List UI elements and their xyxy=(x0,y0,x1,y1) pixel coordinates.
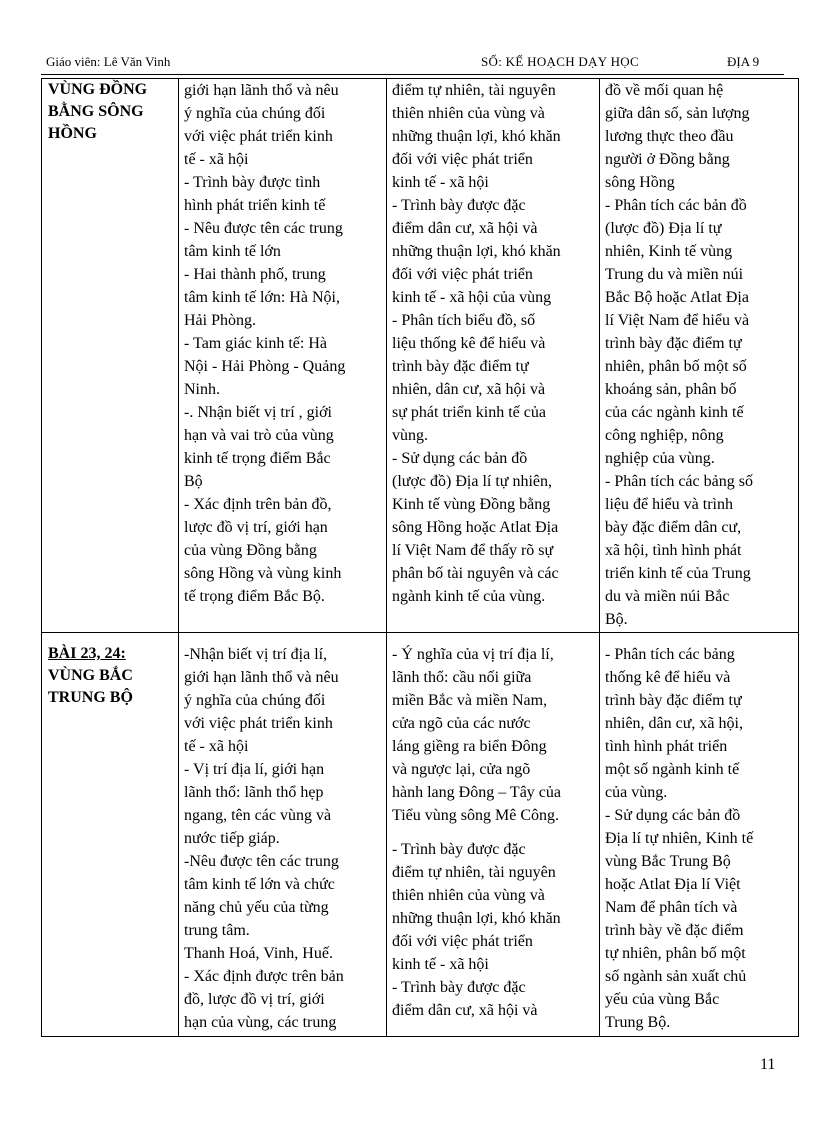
text-line: Hải Phòng. xyxy=(184,312,256,329)
text-line: triển kinh tế của Trung xyxy=(605,565,751,582)
text-line: - Ý nghĩa của vị trí địa lí, xyxy=(392,646,554,663)
text-line: ngang, tên các vùng và xyxy=(184,807,332,824)
text-line: tâm kinh tế lớn và chức xyxy=(184,876,335,893)
skills-block xyxy=(392,643,595,827)
text-line: đối với việc phát triển xyxy=(392,266,533,283)
text-line: nhiên, Kinh tế vùng xyxy=(605,243,733,260)
text-line: lãnh thổ: cầu nối giữa xyxy=(392,669,532,686)
text-line: lương thực theo đầu xyxy=(605,128,734,145)
text-line: với việc phát triển kinh xyxy=(184,715,333,732)
text-line: sông Hồng và vùng kinh xyxy=(184,565,342,582)
text-line: Bộ. xyxy=(605,611,628,628)
text-line: - Nêu được tên các trung xyxy=(184,220,343,237)
text-line: liệu để hiểu và trình xyxy=(605,496,733,513)
book-title: SỔ: KẾ HOẠCH DẠY HỌC xyxy=(481,54,639,69)
page-number: 11 xyxy=(760,1056,776,1073)
text-line: nhiên, dân cư, xã hội và xyxy=(392,381,546,398)
text-line: lí Việt Nam để hiểu và xyxy=(605,312,750,329)
skills-cell xyxy=(387,633,600,1037)
text-line: - Hai thành phố, trung xyxy=(184,266,326,283)
text-line: lí Việt Nam để thấy rõ sự xyxy=(392,542,554,559)
text-line: kinh tế - xã hội xyxy=(392,956,489,973)
text-line: Địa lí tự nhiên, Kinh tế xyxy=(605,830,754,847)
text-line: - Trình bày được đặc xyxy=(392,197,526,214)
text-line: vùng. xyxy=(392,427,428,444)
text-line: ý nghĩa của chúng đối xyxy=(184,105,326,122)
text-line: tâm kinh tế lớn: Hà Nội, xyxy=(184,289,340,306)
text-line: Thanh Hoá, Vinh, Huế. xyxy=(184,945,333,962)
text-line: - Trình bày được đặc xyxy=(392,841,526,858)
text-line: và ngược lại, cửa ngõ xyxy=(392,761,531,778)
text-line: bày đặc điểm dân cư, xyxy=(605,519,742,536)
text-line: thiên nhiên của vùng và xyxy=(392,105,545,122)
text-line: Tiểu vùng sông Mê Công. xyxy=(392,807,559,824)
text-line: (lược đồ) Địa lí tự xyxy=(605,220,722,237)
text-line: thống kê để hiểu và xyxy=(605,669,731,686)
skills-cell xyxy=(387,79,600,633)
text-line: tế trọng điểm Bắc Bộ. xyxy=(184,588,325,605)
text-line: Bắc Bộ hoặc Atlat Địa xyxy=(605,289,749,306)
text-line: trình bày về đặc điểm xyxy=(605,922,744,939)
text-line: lãnh thổ: lãnh thổ hẹp xyxy=(184,784,324,801)
text-line: - Sử dụng các bản đồ xyxy=(605,807,741,824)
text-line: nghiệp của vùng. xyxy=(605,450,715,467)
lesson-title-line: VÙNG ĐỒNG xyxy=(48,81,148,98)
text-line: Trung Bộ. xyxy=(605,1014,671,1031)
skills-block xyxy=(392,838,595,1022)
text-line: điểm dân cư, xã hội và xyxy=(392,1002,538,1019)
text-line: những thuận lợi, khó khăn xyxy=(392,128,561,145)
text-line: đồ, lược đồ vị trí, giới xyxy=(184,991,325,1008)
text-line: trình bày đặc điểm tự xyxy=(605,692,742,709)
text-line: của vùng Đồng bằng xyxy=(184,542,317,559)
text-line: sự phát triển kinh tế của xyxy=(392,404,546,421)
text-line: -. Nhận biết vị trí , giới xyxy=(184,404,332,421)
text-line: nhiên, dân cư, xã hội, xyxy=(605,715,743,732)
text-line: tình hình phát triển xyxy=(605,738,728,755)
text-line: trung tâm. xyxy=(184,922,250,939)
text-line: Ninh. xyxy=(184,381,220,398)
page-header xyxy=(44,54,776,74)
text-line: kinh tế - xã hội của vùng xyxy=(392,289,552,306)
text-line: liệu thống kê để hiểu và xyxy=(392,335,546,352)
text-line: - Trình bày được tình xyxy=(184,174,321,191)
text-line: - Trình bày được đặc xyxy=(392,979,526,996)
text-line: đối với việc phát triển xyxy=(392,933,533,950)
text-line: tự nhiên, phân bố một xyxy=(605,945,746,962)
text-line: láng giềng ra biển Đông xyxy=(392,738,547,755)
text-line: - Phân tích các bảng số xyxy=(605,473,753,490)
teacher-name: Giáo viên: Lê Văn Vinh xyxy=(46,54,171,69)
lesson-title-line: TRUNG BỘ xyxy=(48,689,133,706)
practice-cell xyxy=(600,633,799,1037)
subject-label: ĐỊA 9 xyxy=(727,54,760,69)
text-line: yếu của vùng Bắc xyxy=(605,991,720,1008)
text-line: Nội - Hải Phòng - Quảng xyxy=(184,358,346,375)
text-line: Kinh tế vùng Đồng bằng xyxy=(392,496,551,513)
text-line: một số ngành kinh tế xyxy=(605,761,740,778)
text-line: - Xác định trên bản đồ, xyxy=(184,496,332,513)
text-line: -Nêu được tên các trung xyxy=(184,853,339,870)
text-line: trình bày đặc điểm tự xyxy=(392,358,529,375)
lesson-code: BÀI 23, 24: xyxy=(48,645,126,662)
text-line: năng chủ yếu của từng xyxy=(184,899,329,916)
text-line: - Sử dụng các bản đồ xyxy=(392,450,528,467)
text-line: những thuận lợi, khó khăn xyxy=(392,910,561,927)
text-line: Nam để phân tích và xyxy=(605,899,738,916)
text-line: ngành kinh tế của vùng. xyxy=(392,588,546,605)
lesson-title-line: VÙNG BẮC xyxy=(48,667,133,684)
text-line: đối với việc phát triển xyxy=(392,151,533,168)
text-line: Bộ xyxy=(184,473,203,490)
text-line: sông Hồng hoặc Atlat Địa xyxy=(392,519,559,536)
text-line: khoáng sản, phân bố xyxy=(605,381,737,398)
practice-cell xyxy=(600,79,799,633)
text-line: sông Hồng xyxy=(605,174,675,191)
text-line: điểm tự nhiên, tài nguyên xyxy=(392,864,556,881)
text-line: số ngành sản xuất chủ xyxy=(605,968,747,985)
text-line: giữa dân số, sản lượng xyxy=(605,105,750,122)
text-line: vùng Bắc Trung Bộ xyxy=(605,853,731,870)
text-line: miền Bắc và miền Nam, xyxy=(392,692,548,709)
text-line: hạn và vai trò của vùng xyxy=(184,427,334,444)
text-line: phân bố tài nguyên và các xyxy=(392,565,559,582)
text-line: điểm dân cư, xã hội và xyxy=(392,220,538,237)
text-line: hạn của vùng, các trung xyxy=(184,1014,337,1031)
text-line: tâm kinh tế lớn xyxy=(184,243,281,260)
text-line: kinh tế trọng điểm Bắc xyxy=(184,450,331,467)
header-rule xyxy=(41,74,784,75)
paragraph-gap xyxy=(392,827,595,838)
text-line: trình bày đặc điểm tự xyxy=(605,335,742,352)
text-line: - Tam giác kinh tế: Hà xyxy=(184,335,327,352)
knowledge-cell xyxy=(179,79,387,633)
text-line: -Nhận biết vị trí địa lí, xyxy=(184,646,328,663)
lesson-cell xyxy=(42,79,179,633)
text-line: hoặc Atlat Địa lí Việt xyxy=(605,876,741,893)
text-line: nhiên, phân bố một số xyxy=(605,358,747,375)
text-line: công nghiệp, nông xyxy=(605,427,724,444)
text-line: cửa ngõ của các nước xyxy=(392,715,531,732)
lesson-plan-table xyxy=(41,78,799,1037)
text-line: đồ về mối quan hệ xyxy=(605,82,724,99)
text-line: tế - xã hội xyxy=(184,151,249,168)
text-line: điểm tự nhiên, tài nguyên xyxy=(392,82,556,99)
text-line: du và miền núi Bắc xyxy=(605,588,730,605)
text-line: - Phân tích biểu đồ, số xyxy=(392,312,536,329)
text-line: nước tiếp giáp. xyxy=(184,830,280,847)
text-line: ý nghĩa của chúng đối xyxy=(184,692,326,709)
lesson-cell xyxy=(42,633,179,1037)
text-line: giới hạn lãnh thổ và nêu xyxy=(184,82,339,99)
text-line: lược đồ vị trí, giới hạn xyxy=(184,519,328,536)
text-line: thiên nhiên của vùng và xyxy=(392,887,545,904)
text-line: - Phân tích các bảng xyxy=(605,646,735,663)
text-line: hành lang Đông – Tây của xyxy=(392,784,561,801)
knowledge-cell xyxy=(179,633,387,1037)
text-line: - Vị trí địa lí, giới hạn xyxy=(184,761,325,778)
text-line: giới hạn lãnh thổ và nêu xyxy=(184,669,339,686)
table-row xyxy=(42,79,799,633)
text-line: kinh tế - xã hội xyxy=(392,174,489,191)
text-line: Trung du và miền núi xyxy=(605,266,744,283)
text-line: (lược đồ) Địa lí tự nhiên, xyxy=(392,473,552,490)
lesson-title-line: HỒNG xyxy=(48,125,97,142)
text-line: tế - xã hội xyxy=(184,738,249,755)
lesson-title-line: BẰNG SÔNG xyxy=(48,103,144,120)
text-line: - Xác định được trên bản xyxy=(184,968,344,985)
text-line: của các ngành kinh tế xyxy=(605,404,744,421)
table-row xyxy=(42,633,799,1037)
text-line: những thuận lợi, khó khăn xyxy=(392,243,561,260)
text-line: - Phân tích các bản đồ xyxy=(605,197,747,214)
text-line: với việc phát triển kinh xyxy=(184,128,333,145)
text-line: người ở Đồng bằng xyxy=(605,151,730,168)
text-line: xã hội, tình hình phát xyxy=(605,542,742,559)
text-line: của vùng. xyxy=(605,784,668,801)
text-line: hình phát triển kinh tế xyxy=(184,197,326,214)
